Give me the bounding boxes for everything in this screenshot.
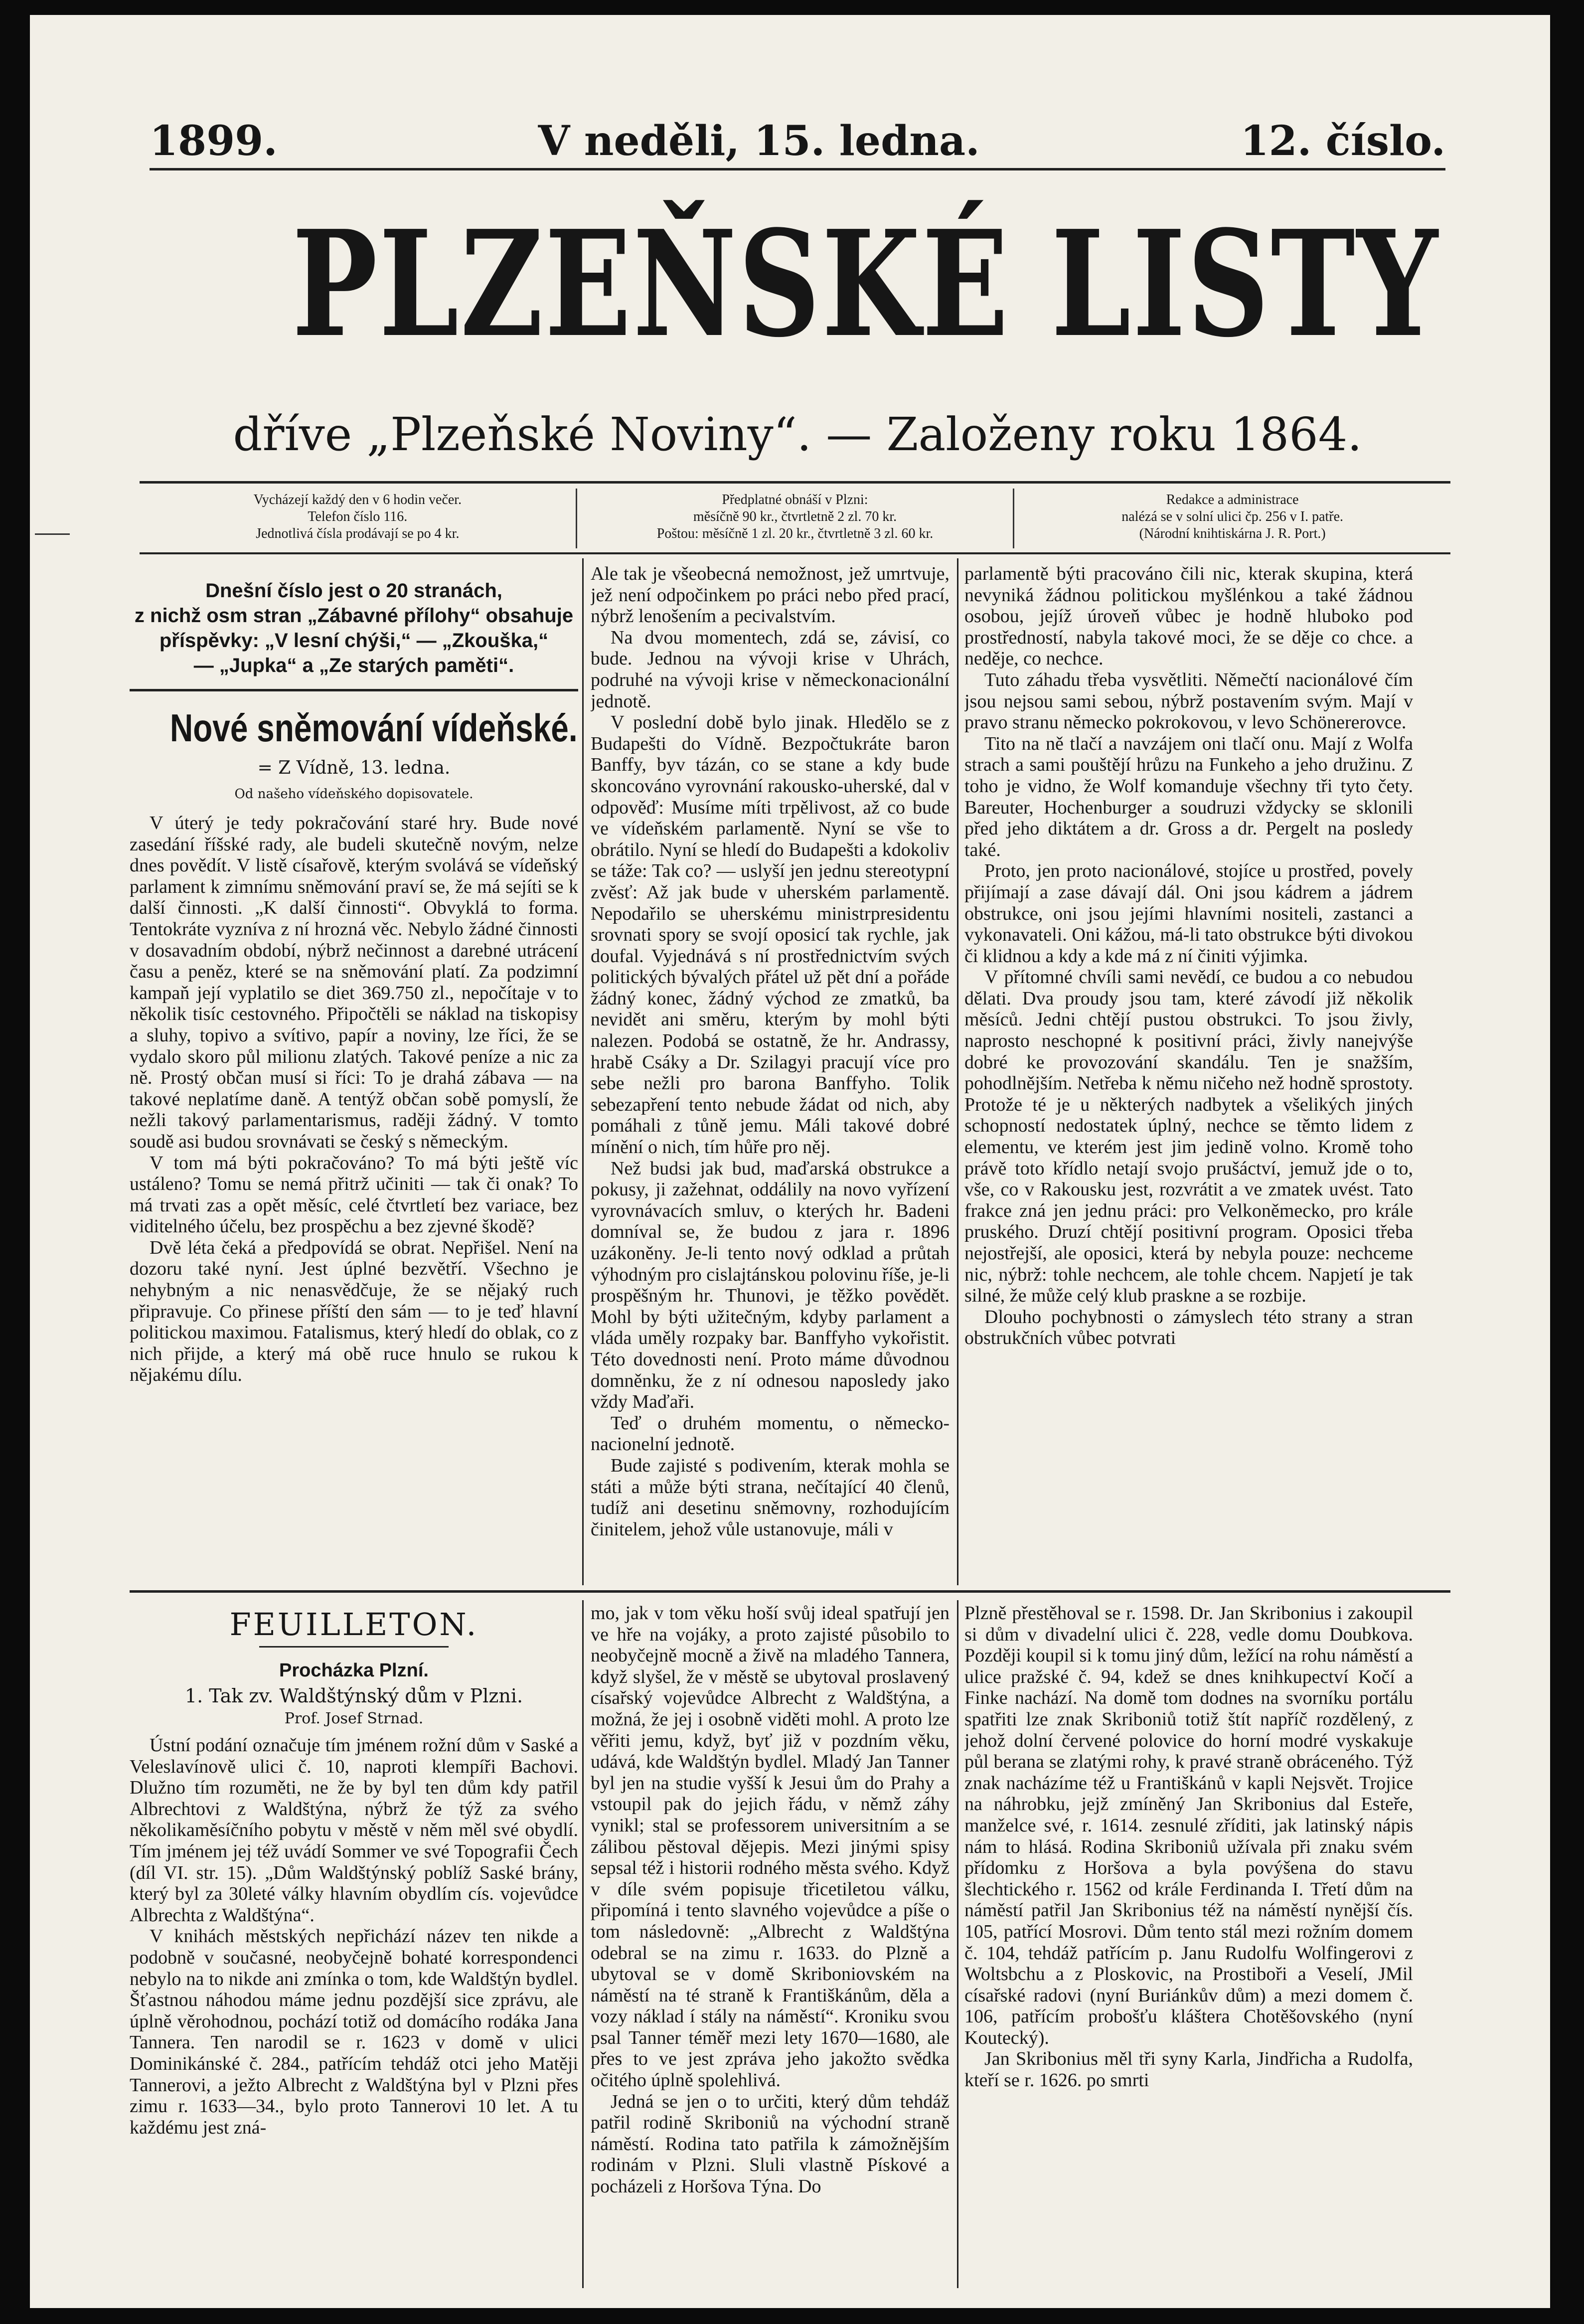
column-rule [582, 1600, 584, 2288]
info-line: nalézá se v solní ulici čp. 256 v I. patře. [1121, 509, 1344, 524]
feuilleton-series: Procházka Plzní. [279, 1660, 429, 1681]
paragraph: Dvě léta čeká a předpovídá se obrat. Nepřišel. Není na dozoru také nyní. Jest úplné bezvětří. Všechno je nehybným a nic nenasvědčuje, že se nějaký ruch připravuje. Co přinese příští den sám — to je teď hlavní politickou maximou. Fatalismus, který hledí do oblak, co z nich přijde, a který má obě ruce hnulo se rukou k nějakému dílu. [130, 1237, 578, 1386]
column-rule [957, 1600, 958, 2288]
divider [140, 481, 1450, 484]
paragraph: Teď o druhém momentu, o německo-nacionelní jednotě. [591, 1412, 950, 1455]
notice-line: Dnešní číslo jest o 20 stranách, [205, 580, 502, 602]
newspaper-title: PLZEŇSKÉ LISTY [292, 198, 1439, 369]
paragraph: Ale tak je všeobecná nemožnost, jež umrtvuje, jež není odpočinkem po práci nebo před prací, nýbrž lenošením a pecivalstvím. [591, 563, 950, 627]
paragraph: Na dvou momentech, zdá se, závisí, co bude. Jednou na vývoji krise v Uhrách, podruhé na vývoji krise v německonacionální jednotě. [591, 627, 950, 712]
paragraph: Bude zajisté s podivením, kterak mohla se státi a může býti strana, nečítající 40 členů, tudíž ani desetinu sněmovny, rozhodujícím činitelem, jehož vůle ustanovuje, máli v [591, 1455, 950, 1540]
paragraph: mo, jak v tom věku hoší svůj ideal spatřují jen ve hře na vojáky, a proto zajisté působilo to neobyčejně mocně a živě na mladého Tannera, když slyšel, že v městě se ubytoval proslavený císařský vojevůdce Albrecht z Waldštýna, a možná, že jej i osobně viděti mohl. A proto lze věřiti jemu, když, byť již v pozdním věku, udává, kde Waldštýn bydlel. Mladý Jan Tanner byl jen na studie vyšší k Jesui ům do Prahy a vstoupil pak do jejich řádu, v němž záhy vynikl; stal se professorem universitním a se zálibou pěstoval dějepis. Mezi jinými spisy sepsal též i historii rodného města svého. Když v díle svém popisuje třicetiletou válku, připomíná i tento slavného vojevůdce a píše o tom následovně: „Albrecht z Waldštýna odebral se na zimu r. 1633. do Plzně a ubytoval se v domě Skriboniovském na náměstí na té straně k Františkánům, děla a vozy náklad í stály na náměstí“. Kroniku svou psal Tanner téměř mezi lety 1670—1680, ale přes to ve jest zpráva jeho jakožto svědka očitého úplně spolehlivá. [591, 1603, 950, 2091]
article-column-1 [130, 813, 578, 1580]
notice-line: z nichž osm stran „Zábavné přílohy“ obsahuje [134, 605, 574, 627]
issue-number: 12. číslo. [1240, 117, 1445, 165]
paragraph: Tito na ně tlačí a navzájem oni tlačí onu. Mají z Wolfa strach a sami pouštějí hrůzu na Funkeho a jeho družinu. Z toho je vidno, že Wolf komanduje všechny tři tyto čety. Bareuter, Hochenburger a soudruzi vždycky se sklonili před jeho diktátem a dr. Gross a dr. Pergelt na posledy také. [964, 733, 1413, 860]
feuilleton-title: 1. Tak zv. Waldštýnský dům v Plzni. [184, 1685, 523, 1707]
feuilleton-author: Prof. Josef Strnad. [284, 1710, 424, 1727]
article-byline: Od našeho vídeňského dopisovatele. [234, 787, 474, 802]
newspaper-page [30, 15, 1550, 2308]
divider [130, 689, 578, 691]
info-line: Předplatné obnáší v Plzni: [722, 492, 868, 507]
binding-mark [35, 533, 70, 535]
newspaper-subtitle: dříve „Plzeňské Noviny“. — Založeny roku 1864. [233, 408, 1362, 461]
info-line: (Národní knihtiskárna J. R. Port.) [1139, 526, 1326, 541]
paragraph: V přítomné chvíli sami nevědí, ce budou a co nebudou dělati. Dva proudy jsou tam, které závodí již několik měsíců. Jedni chtějí pustou obstrukci. To jsou živly, naprosto neschopné k positivní práci, živly nanejvýše dobré ke provozování skandálu. Ten je snažším, pohodlnějším. Netřeba k němu ničeho než hodně sprostoty. Protože té je u některých nadbytek a všelikých jiných schopností nedostatek úplný, nechce se těmto lidem z elementu, ve kterém jest jim jedině volno. Kromě toho právě toto křídlo netají svojo prušáctví, jemuž jde o to, vše, co v Rakousku jest, rozvrátit a ve zmatek uvést. Tato frakce zná jen jednu práci: pro Velkoněmecko, pro krále pruského. Druzí chtějí positivní program. Oposici třeba nejostřejší, ale oposici, která by nebyla pouze: nechceme nic, nýbrž: tohle nechcem, ale tohle chcem. Napjetí je tak silné, že může celý klub praskne a se rozbije. [964, 967, 1413, 1307]
paragraph: Než budsi jak bud, maďarská obstrukce a pokusy, ji zažehnat, oddálily na novo vyřízení vyrovnávacích smluv, o kterých hr. Badeni domníval se, že budou z jara r. 1896 uzákoněny. Je-li tento nový odklad a průtah výhodným pro cislajtánskou polovinu říše, je-li prospěšným hr. Thunovi, je těžko povědět. Mohl by býti užitečným, kdyby parlament a vláda uměly rozpaky bar. Banffyho vykořistit. Této dovednosti není. Proto máme důvodnou domněnku, že z ní odnesou naposledy jako vždy Maďaři. [591, 1158, 950, 1413]
article-dateline: = Z Vídně, 13. ledna. [257, 758, 451, 778]
year: 1899. [150, 117, 278, 165]
article-column-3 [964, 563, 1413, 1580]
feuilleton-column-1 [130, 1735, 578, 2293]
info-bar [140, 489, 1450, 548]
info-line: měsíčně 90 kr., čtvrtletně 2 zl. 70 kr. [693, 509, 897, 524]
info-line: Redakce a administrace [1166, 492, 1299, 507]
paragraph: V knihách městských nepřichází název ten nikde a podobně v současné, neobyčejně bohaté korrespondenci nebylo na to nikde ani zmínka o tom, kde Waldštýn bydlel. Šťastnou náhodou máme jednu pozdější sice zprávu, ale úplně věrohodnou, pochází totiž od domácího rodáka Jana Tannera. Ten narodil se r. 1623 v domě v ulici Dominikánské č. 284., patřícím tehdáž otci jeho Matěji Tannerovi, a ježto Albrecht z Waldštýna byl v Plzni přes zimu r. 1633—34., bylo proto Tannerovi 10 let. A tu každému jest zná- [130, 1926, 578, 2138]
paragraph: Dlouho pochybnosti o zámyslech této strany a stran obstrukčních vůbec potvrati [964, 1306, 1413, 1349]
feuilleton-column-2 [591, 1603, 950, 2293]
paragraph: Proto, jen proto nacionálové, stojíce u prostřed, povely přijímají a zase dávají dál. Oni jsou kádrem a jádrem obstrukce, oni jsou jejími hlavními nositeli, zastanci a vykonavateli. Oni kážou, má-li tato obstrukce býti divokou či klidnou a kdy a kde má z ní činiti výjimka. [964, 860, 1413, 967]
issue-notice [130, 578, 578, 678]
info-publication [140, 489, 576, 548]
column-rule [582, 558, 584, 1585]
info-line: Telefon číslo 116. [308, 509, 408, 524]
article-column-2 [591, 563, 950, 1580]
column-rule [957, 558, 958, 1585]
paragraph: parlamentě býti pracováno čili nic, kterak skupina, která nevyniká žádnou politickou myšlénkou a také žádnou osobou, jejíž úroveň vůbec je hodně hluboko pod prostředností, nabyla takové moci, že se děje co chce. a neděje, co nechce. [964, 563, 1413, 669]
notice-line: — „Jupka“ a „Ze starých paměti“. [193, 655, 514, 676]
masthead-dateline [150, 117, 1445, 170]
paragraph: Ústní podání označuje tím jménem rožní dům v Saské a Veleslavínově ulici č. 10, naproti klempíři Bachovi. Dlužno tím rozuměti, ne že by byl ten dům kdy patřil Albrechtovi z Waldštýna, nýbrž že týž za svého několikaměsíčního pobytu v městě v něm měl své obydlí. Tím jménem jej též uvádí Sommer ve své Topografii Čech (díl VI. str. 15). „Dům Waldštýnský poblíž Saské brány, který byl za 30leté války hlavním obydlím cís. vojevůdce Albrechta z Waldštýna“. [130, 1735, 578, 1926]
paragraph: Plzně přestěhoval se r. 1598. Dr. Jan Skribonius i zakoupil si dům v divadelní ulici č. 228, vedle domu Doubkova. Později koupil si k tomu jiný dům, ležící na rohu náměstí a ulice pražské č. 94, kdež se dnes knihkupectví Kočí a Finke nachází. Na domě tom dodnes na svorníku portálu spatřiti lze znak Skriboniů totiž štít napříč rozdělený, z jehož dolní červené polovice do horní modré vyskakuje půl berana se zlatými rohy, k pravé straně obráceného. Týž znak nacházíme též u Františkánů v kapli Nejsvět. Trojice na náhrobku, jejž zmíněný Jan Skribonius dal Esteře, manželce své, r. 1614. zesnulé zříditi, jak latinský nápis nám to hlásá. Rodina Skriboniů užívala při znaku svém přídomku z Horšova a byla povýšena do stavu šlechtického r. 1562 od krále Ferdinanda I. Třetí dům na náměstí patřil Jan Skribonius též na náměstí nynější čís. 105, patřící Mosrovi. Dům tento stál mezi rožním domem č. 104, tehdáž patřícím p. Janu Rudolfu Wolfingerovi z Woltsbchu a z Ploskovic, na Prostiboři a Veselí, JMil císařské radovi (nyní Buriánkův dům) a mezi domem č. 106, patřícím probošťu kláštera Chotěšovského (nyní Koutecký). [964, 1603, 1413, 2048]
paragraph: Jedná se jen o to určiti, který dům tehdáž patřil rodině Skriboniů na východní straně náměstí. Rodina tato patřila k zámožnějším rodinám v Plzni. Sluli vlastně Pískové a pocházeli z Horšova Týna. Do [591, 2091, 950, 2197]
issue-date: V neděli, 15. ledna. [538, 117, 980, 165]
info-subscription [576, 489, 1013, 548]
feuilleton-divider [130, 1590, 1450, 1593]
divider [259, 1646, 449, 1648]
feuilleton-column-3 [964, 1603, 1413, 2293]
paragraph: V tom má býti pokračováno? To má býti ještě víc ustáleno? Tomu se nemá přitrž učiniti — tak či onak? To má trvati zas a opět měsíc, celé čtvrtletí bez variace, bez viditelného účelu, bez prospěchu a bez zjevné škodě? [130, 1152, 578, 1237]
paragraph: V poslední době bylo jinak. Hledělo se z Budapešti do Vídně. Bezpočtukráte baron Banffy, byv tázán, co se stane a kdy bude skoncováno vyrovnání rakousko-uherské, dal v odpověď: Musíme míti trpělivost, až co bude ve vídeňském parlamentě. Nyní se vše to obrátilo. Nyní se hledí do Budapešti a kdokoliv se táže: Tak co? — uslyší jen jednu stereotypní zvěsť: Až jak bude v uherském parlamentě. Nepodařilo se uherskému ministrpresidentu srovnati spory se svojí oposicí tak rychle, jak doufal. Vyjednává s ní prostřednictvím svých politických bývalých přátel už pět dní a pořáde žádný konec, žádný východ ze zmatků, ba nevidět ani směru, kterým by mohl býti nalezen. Podobá se ostatně, že hr. Andrassy, hrabě Csáky a Dr. Szilagyi pracují více pro sebe nežli pro barona Banffyho. Tolik sebezapření tento nebude žádat od nich, aby pomáhali z tůně jemu. Máli takové dobré mínění o nich, tím hůře pro něj. [591, 712, 950, 1158]
info-editorial [1013, 489, 1450, 548]
notice-line: příspěvky: „V lesní chýši,“ — „Zkouška,“ [159, 630, 549, 652]
feuilleton-heading: FEUILLETON. [229, 1606, 478, 1643]
paragraph: Tuto záhadu třeba vysvětliti. Němečtí nacionálové čím jsou nejsou sami sebou, nýbrž postavením svým. Mají v pravo stranu německo pokrokovou, v levo Schönererovce. [964, 669, 1413, 733]
info-line: Vycházejí každý den v 6 hodin večer. [253, 492, 462, 507]
divider [140, 552, 1450, 554]
paragraph: Jan Skribonius měl tři syny Karla, Jindřicha a Rudolfa, kteří se r. 1626. po smrti [964, 2048, 1413, 2091]
paragraph: V úterý je tedy pokračování staré hry. Bude nové zasedání říšské rady, ale budeli skutečně novým, nelze dnes povědít. V listě císařově, kterým svolává se vídeňský parlament k zimnímu sněmování praví se, že má sejíti se k další činnosti. „K další činnosti“. Obvyklá to forma. Tentokráte vyzníva z ní hrozná věc. Nebylo žádné činnosti v dosavadním období, nýbrž nečinnost a darebné utrácení času a peněz, které se na sněmování platí. Za podzimní kampaň její vyplatilo se diet 369.750 zl., nepočítaje v to několik tisíc cestovného. Připočtěli se náklad na tiskopisy a sluhy, topivo a svítivo, papír a noviny, lze říci, že se vydalo skoro půl milionu zlatých. Takové peníze a nic za ně. Prostý občan musí si říci: To je drahá zábava — na takové neplatíme daně. A tentýž občan sobě pomyslí, že nežli takový parlamentarismus, raději žádný. V tomto soudě asi budou srovnávati se český s německým. [130, 813, 578, 1152]
article-headline: Nové sněmování vídeňské. [170, 706, 578, 750]
info-line: Jednotlivá čísla prodávají se po 4 kr. [256, 526, 460, 541]
info-line: Poštou: měsíčně 1 zl. 20 kr., čtvrtletně 3 zl. 60 kr. [656, 526, 934, 541]
